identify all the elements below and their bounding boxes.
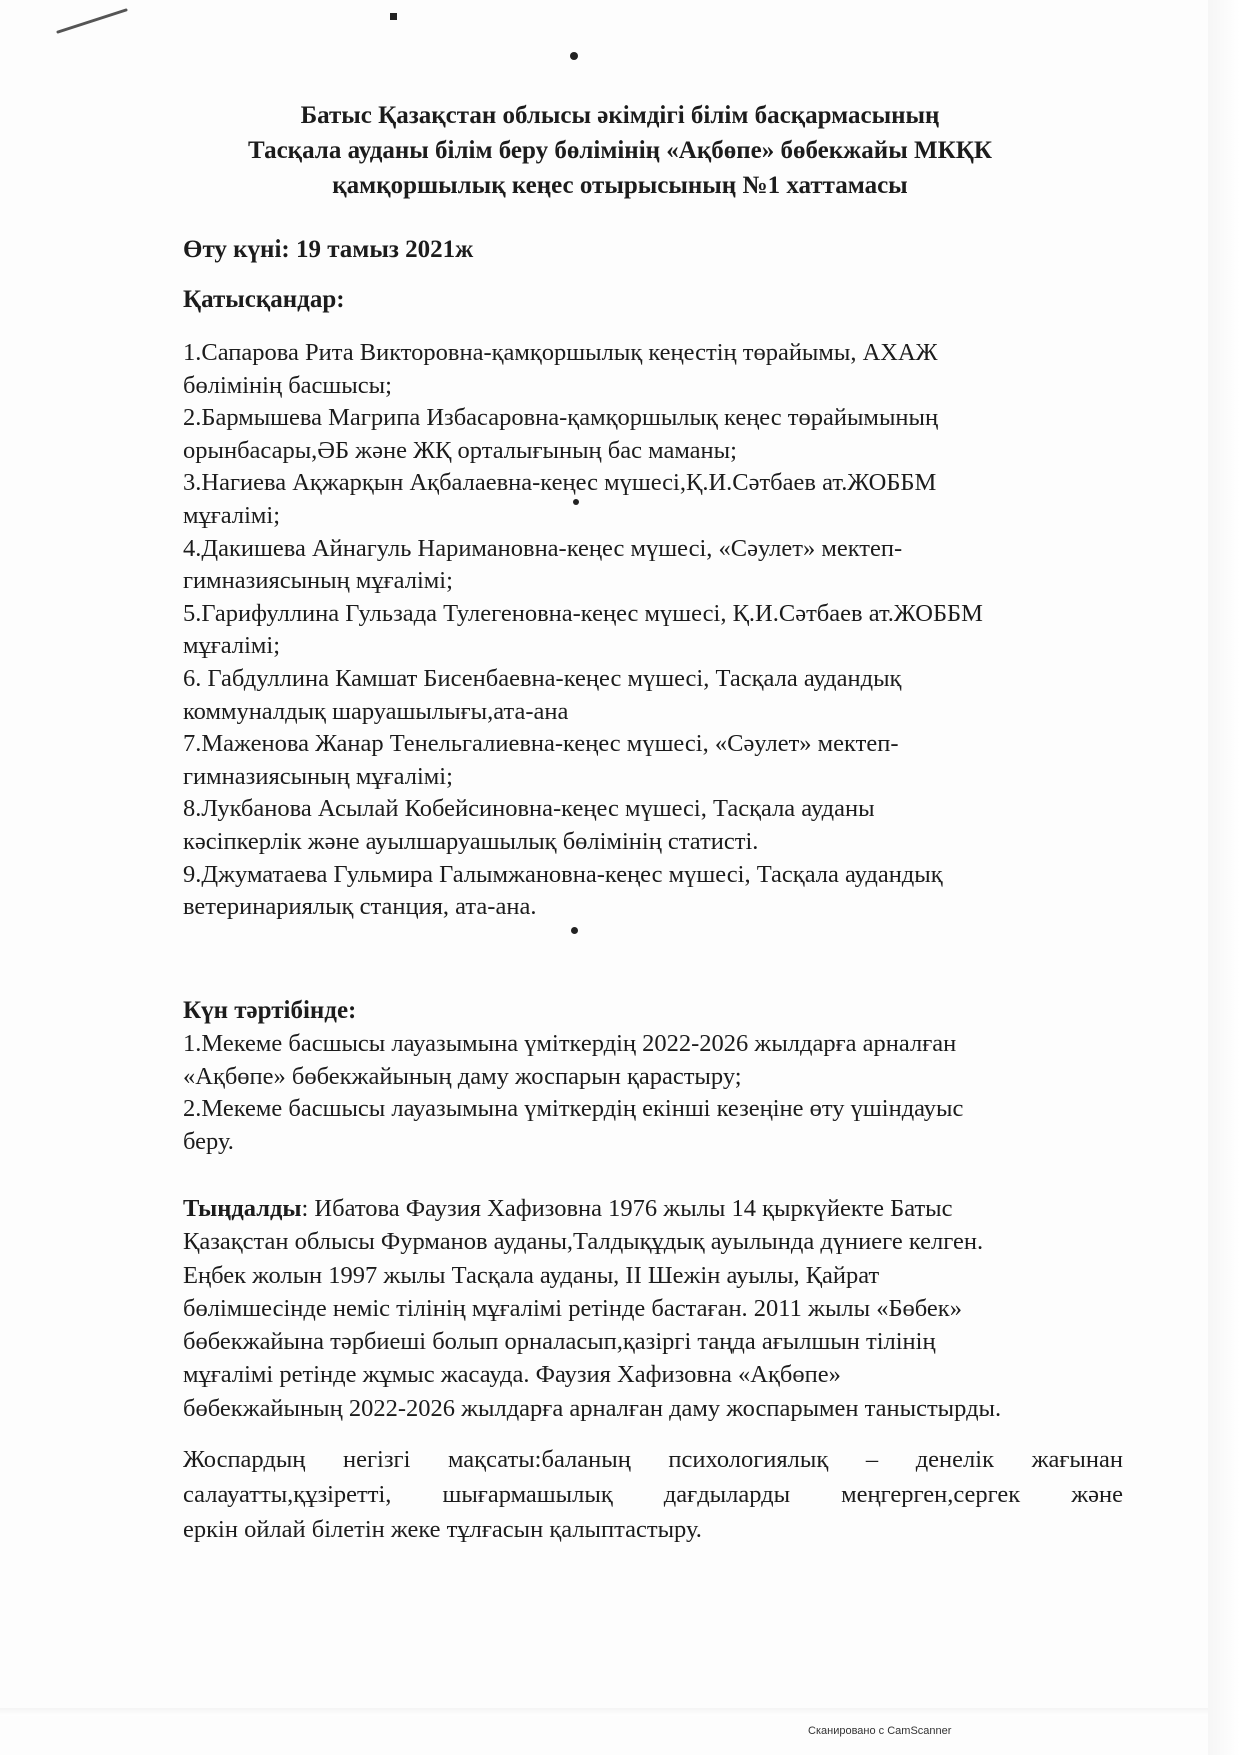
participant-line: 1.Сапарова Рита Викторовна-қамқоршылық кеңестің төрайымы, АХАЖ xyxy=(183,339,938,366)
ink-dot xyxy=(571,927,578,934)
agenda-line: беру. xyxy=(183,1127,234,1155)
goal-line: салауатты,құзіретті, шығармашылық дағдыларды меңгерген,сергек және xyxy=(183,1481,1123,1508)
participant-line: 6. Габдуллина Камшат Бисенбаевна-кеңес мүшесі, Тасқала аудандық xyxy=(183,664,902,692)
ink-dot xyxy=(390,13,397,20)
participant-line: 3.Нагиева Ақжарқын Ақбалаевна-кеңес мүшесі,Қ.И.Сәтбаев ат.ЖОББМ xyxy=(183,469,937,497)
participant-line: 8.Лукбанова Асылай Кобейсиновна-кеңес мүшесі, Тасқала ауданы xyxy=(183,795,875,823)
goal-line: Жоспардың негізгі мақсаты:баланың психологиялық – денелік жағынан xyxy=(183,1446,1123,1473)
participant-line: 5.Гарифуллина Гульзада Тулегеновна-кеңес мүшесі, Қ.И.Сәтбаев ат.ЖОББМ xyxy=(183,599,983,627)
goal-paragraph xyxy=(183,1442,1123,1547)
scanner-watermark: Сканировано с CamScanner xyxy=(808,1725,952,1737)
heard-label: Тыңдалды xyxy=(183,1195,302,1222)
participant-line: 9.Джуматаева Гульмира Галымжановна-кеңес мүшесі, Тасқала аудандық xyxy=(183,860,943,888)
agenda-line: 2.Мекеме басшысы лауазымына үміткердің екінші кезеңіне өту үшіндауыс xyxy=(183,1095,964,1123)
scan-edge-shadow xyxy=(0,1708,1208,1716)
heard-line xyxy=(183,1192,1123,1225)
ink-dot xyxy=(570,52,578,60)
participant-line: ветеринариялық станция, ата-ана. xyxy=(183,893,537,921)
participant-line: кәсіпкерлік және ауылшаруашылық бөлімінің статисті. xyxy=(183,827,759,855)
heard-line: бөбекжайының 2022-2026 жылдарға арналған даму жоспарымен таныстырды. xyxy=(183,1394,1002,1422)
title-line: Батыс Қазақстан облысы әкімдігі білім басқармасының xyxy=(300,102,940,129)
participant-line: 7.Маженова Жанар Тенельгалиевна-кеңес мүшесі, «Сәулет» мектеп- xyxy=(183,730,899,758)
participant-line: гимназиясының мұғалімі; xyxy=(183,762,453,790)
heard-line: мұғалімі ретінде жұмыс жасауда. Фаузия Хафизовна «Ақбөпе» xyxy=(183,1361,841,1389)
participant-line: мұғалімі; xyxy=(183,501,281,529)
heard-line: Қазақстан облысы Фурманов ауданы,Талдықұдық ауылында дүниеге келген. xyxy=(183,1228,984,1256)
participant-line: гимназиясының мұғалімі; xyxy=(183,567,453,595)
heard-line: бөбекжайына тәрбиеші болып орналасып,қазіргі таңда ағылшын тілінің xyxy=(183,1328,936,1356)
participant-line: коммуналдық шаруашылығы,ата-ана xyxy=(183,697,569,725)
pen-stroke-mark xyxy=(52,4,132,38)
agenda-list xyxy=(183,1028,1123,1158)
title-line: қамқоршылық кеңес отырысының №1 хаттамасы xyxy=(332,172,908,199)
document-title xyxy=(120,98,1120,203)
participants-heading: Қатысқандар: xyxy=(183,286,345,313)
agenda-line: 1.Мекеме басшысы лауазымына үміткердің 2022-2026 жылдарға арналған xyxy=(183,1030,957,1057)
goal-line: еркін ойлай білетін жеке тұлғасын қалыптастыру. xyxy=(183,1516,702,1543)
participant-line: бөлімінің басшысы; xyxy=(183,371,392,399)
heard-text: : Ибатова Фаузия Хафизовна 1976 жылы 14 қыркүйекте Батыс xyxy=(301,1195,953,1222)
scan-edge-shadow xyxy=(1208,0,1240,1755)
participant-line: мұғалімі; xyxy=(183,632,281,660)
heard-line: Еңбек жолын 1997 жылы Тасқала ауданы, ІІ Шежін ауылы, Қайрат xyxy=(183,1261,880,1289)
participants-list xyxy=(183,337,1123,924)
date-line: Өту күні: 19 тамыз 2021ж xyxy=(183,236,474,263)
title-line: Тасқала ауданы білім беру бөлімінің «Ақбөпе» бөбекжайы МКҚК xyxy=(248,137,992,164)
participant-line: 4.Дакишева Айнагуль Наримановна-кеңес мүшесі, «Сәулет» мектеп- xyxy=(183,534,903,562)
agenda-line: «Ақбөпе» бөбекжайының даму жоспарын қарастыру; xyxy=(183,1062,742,1090)
participant-line: орынбасары,ӘБ және ЖҚ орталығының бас маманы; xyxy=(183,436,737,464)
agenda-heading: Күн тәртібінде: xyxy=(183,997,357,1024)
heard-paragraph xyxy=(183,1192,1123,1425)
heard-line: бөлімшесінде неміс тілінің мұғалімі ретінде бастаған. 2011 жылы «Бөбек» xyxy=(183,1294,962,1322)
participant-line: 2.Бармышева Магрипа Избасаровна-қамқоршылық кеңес төрайымының xyxy=(183,404,939,432)
